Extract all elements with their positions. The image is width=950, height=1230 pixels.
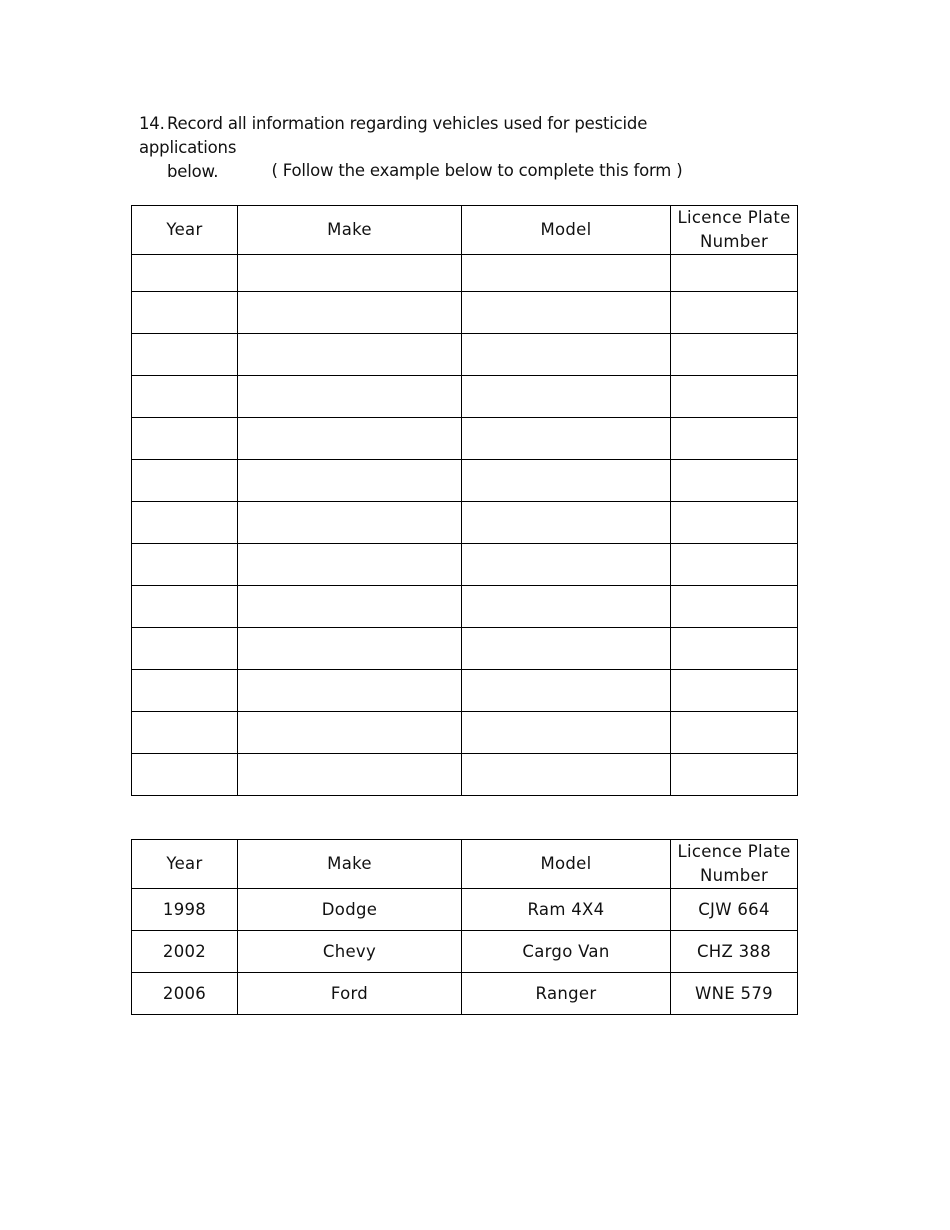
- model-entry-cell[interactable]: [462, 334, 671, 376]
- plate-entry-cell[interactable]: [671, 418, 798, 460]
- year-entry-cell[interactable]: [132, 712, 238, 754]
- example-row: [132, 973, 798, 1015]
- plate-entry-cell[interactable]: [671, 754, 798, 796]
- model-cell: Cargo Van: [462, 931, 671, 973]
- entry-row: [132, 255, 798, 292]
- entry-row: [132, 628, 798, 670]
- example-row: [132, 889, 798, 931]
- make-header: Make: [238, 206, 462, 255]
- entry-row: [132, 292, 798, 334]
- model-entry-cell[interactable]: [462, 670, 671, 712]
- model-entry-cell[interactable]: [462, 628, 671, 670]
- year-entry-cell[interactable]: [132, 502, 238, 544]
- plate-entry-cell[interactable]: [671, 712, 798, 754]
- year-header: Year: [132, 840, 238, 889]
- year-cell: 2002: [132, 931, 238, 973]
- entry-row: [132, 460, 798, 502]
- model-cell: Ranger: [462, 973, 671, 1015]
- plate-cell: WNE 579: [671, 973, 798, 1015]
- year-cell: 2006: [132, 973, 238, 1015]
- model-entry-cell[interactable]: [462, 712, 671, 754]
- header-row: [132, 840, 798, 889]
- make-entry-cell[interactable]: [238, 628, 462, 670]
- model-header: Model: [462, 206, 671, 255]
- model-entry-cell[interactable]: [462, 502, 671, 544]
- plate-cell: CJW 664: [671, 889, 798, 931]
- example-rows: [132, 889, 798, 1015]
- year-entry-cell[interactable]: [132, 628, 238, 670]
- make-entry-cell[interactable]: [238, 292, 462, 334]
- year-entry-cell[interactable]: [132, 255, 238, 292]
- header-row: [132, 206, 798, 255]
- make-cell: Ford: [238, 973, 462, 1015]
- question-number: 14.: [139, 114, 165, 133]
- licence-plate-header-line-2: Number: [699, 866, 769, 885]
- make-entry-cell[interactable]: [238, 460, 462, 502]
- make-entry-cell[interactable]: [238, 754, 462, 796]
- plate-entry-cell[interactable]: [671, 460, 798, 502]
- entry-row: [132, 418, 798, 460]
- entry-row: [132, 670, 798, 712]
- entry-row: [132, 502, 798, 544]
- entry-rows: [132, 255, 798, 796]
- licence-plate-header-line-2: Number: [699, 232, 769, 251]
- year-header: Year: [132, 206, 238, 255]
- plate-entry-cell[interactable]: [671, 670, 798, 712]
- entry-row: [132, 586, 798, 628]
- entry-row: [132, 334, 798, 376]
- make-entry-cell[interactable]: [238, 586, 462, 628]
- model-entry-cell[interactable]: [462, 544, 671, 586]
- licence-plate-header-line-1: Licence Plate: [677, 208, 791, 227]
- model-entry-cell[interactable]: [462, 376, 671, 418]
- model-entry-cell[interactable]: [462, 255, 671, 292]
- licence-plate-header: [671, 840, 798, 889]
- model-entry-cell[interactable]: [462, 754, 671, 796]
- plate-entry-cell[interactable]: [671, 544, 798, 586]
- instruction-line-2: below.: [167, 162, 219, 181]
- plate-entry-cell[interactable]: [671, 502, 798, 544]
- model-entry-cell[interactable]: [462, 460, 671, 502]
- plate-entry-cell[interactable]: [671, 292, 798, 334]
- year-entry-cell[interactable]: [132, 670, 238, 712]
- entry-row: [132, 712, 798, 754]
- make-cell: Chevy: [238, 931, 462, 973]
- plate-entry-cell[interactable]: [671, 255, 798, 292]
- entry-row: [132, 544, 798, 586]
- model-entry-cell[interactable]: [462, 292, 671, 334]
- make-entry-cell[interactable]: [238, 255, 462, 292]
- plate-entry-cell[interactable]: [671, 586, 798, 628]
- year-entry-cell[interactable]: [132, 334, 238, 376]
- licence-plate-header: [671, 206, 798, 255]
- example-table: [131, 839, 798, 1015]
- model-entry-cell[interactable]: [462, 418, 671, 460]
- plate-entry-cell[interactable]: [671, 334, 798, 376]
- plate-cell: CHZ 388: [671, 931, 798, 973]
- make-header: Make: [238, 840, 462, 889]
- plate-entry-cell[interactable]: [671, 376, 798, 418]
- year-entry-cell[interactable]: [132, 544, 238, 586]
- make-entry-cell[interactable]: [238, 502, 462, 544]
- model-cell: Ram 4X4: [462, 889, 671, 931]
- make-cell: Dodge: [238, 889, 462, 931]
- example-note: ( Follow the example below to complete this form ): [271, 161, 683, 180]
- model-entry-cell[interactable]: [462, 586, 671, 628]
- make-entry-cell[interactable]: [238, 670, 462, 712]
- licence-plate-header-line-1: Licence Plate: [677, 842, 791, 861]
- plate-entry-cell[interactable]: [671, 628, 798, 670]
- instruction-line-1: Record all information regarding vehicles used for pesticide applications: [139, 114, 648, 157]
- year-entry-cell[interactable]: [132, 460, 238, 502]
- year-entry-cell[interactable]: [132, 754, 238, 796]
- make-entry-cell[interactable]: [238, 544, 462, 586]
- year-entry-cell[interactable]: [132, 292, 238, 334]
- year-entry-cell[interactable]: [132, 418, 238, 460]
- year-entry-cell[interactable]: [132, 376, 238, 418]
- entry-row: [132, 754, 798, 796]
- entry-row: [132, 376, 798, 418]
- make-entry-cell[interactable]: [238, 712, 462, 754]
- year-cell: 1998: [132, 889, 238, 931]
- make-entry-cell[interactable]: [238, 376, 462, 418]
- year-entry-cell[interactable]: [132, 586, 238, 628]
- example-row: [132, 931, 798, 973]
- model-header: Model: [462, 840, 671, 889]
- make-entry-cell[interactable]: [238, 334, 462, 376]
- vehicle-entry-table: [131, 205, 798, 796]
- make-entry-cell[interactable]: [238, 418, 462, 460]
